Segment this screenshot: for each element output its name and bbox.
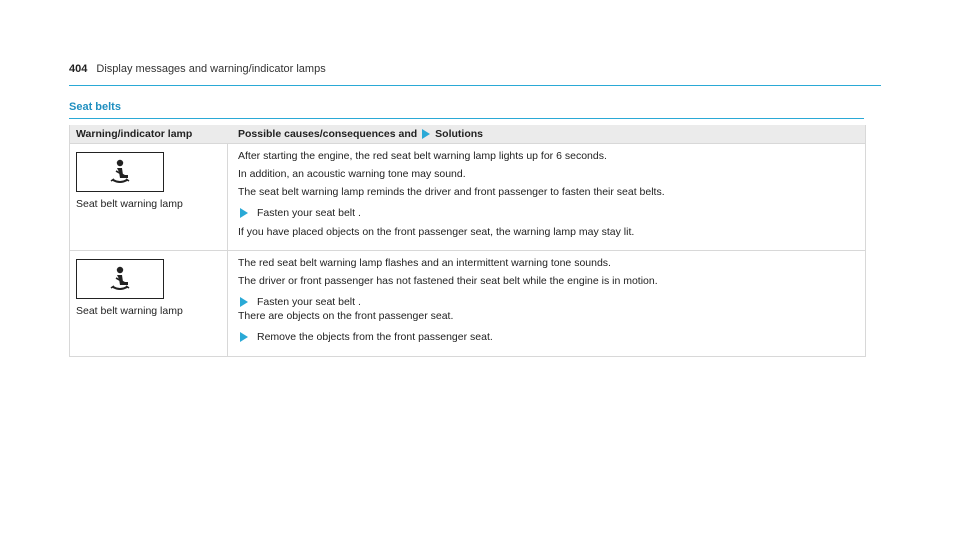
arrow-right-icon xyxy=(240,332,248,342)
causes-cell xyxy=(228,251,865,356)
table-row xyxy=(70,250,865,356)
paragraph: The seat belt warning lamp reminds the driver and front passenger to fasten their seat belts. xyxy=(238,186,665,198)
solution-step xyxy=(238,331,865,344)
solution-body xyxy=(257,296,361,309)
page-number: 404 xyxy=(69,63,88,75)
warning-lamp-table xyxy=(69,125,866,357)
page-header-title: Display messages and warning/indicator lamps xyxy=(96,63,326,75)
table-row xyxy=(70,143,865,250)
paragraph: In addition, an acoustic warning tone may sound. xyxy=(238,168,466,180)
arrow-right-icon xyxy=(240,208,248,218)
lamp-label: Seat belt warning lamp xyxy=(76,305,183,317)
lamp-label: Seat belt warning lamp xyxy=(76,198,183,210)
solution-text: Fasten your seat belt . xyxy=(257,296,361,308)
causes-cell xyxy=(228,144,865,250)
col-header-causes-label: Possible causes/consequences and xyxy=(238,128,418,140)
paragraph: After starting the engine, the red seat belt warning lamp lights up for 6 seconds. xyxy=(238,150,607,162)
seat-belt-icon xyxy=(76,152,164,192)
table-header xyxy=(70,125,865,143)
page-header xyxy=(69,63,881,86)
arrow-right-icon xyxy=(240,297,248,307)
col-header-causes xyxy=(228,128,865,140)
paragraph: There are objects on the front passenger seat. xyxy=(238,310,454,322)
paragraph: The red seat belt warning lamp flashes and an intermittent warning tone sounds. xyxy=(238,257,611,269)
solution-step xyxy=(238,207,865,220)
solution-text: Remove the objects from the front passenger seat. xyxy=(257,331,493,343)
paragraph: If you have placed objects on the front passenger seat, the warning lamp may stay lit. xyxy=(238,226,635,238)
section-title: Seat belts xyxy=(69,101,864,119)
paragraph: The driver or front passenger has not fastened their seat belt while the engine is in motion. xyxy=(238,275,658,287)
lamp-cell xyxy=(70,144,228,250)
solution-step xyxy=(238,296,865,309)
seat-belt-icon xyxy=(76,259,164,299)
col-header-solutions-label: Solutions xyxy=(435,128,484,140)
solution-text: Fasten your seat belt . xyxy=(257,207,361,219)
col-header-lamp: Warning/indicator lamp xyxy=(76,128,193,140)
lamp-cell xyxy=(70,251,228,356)
arrow-right-icon xyxy=(422,129,430,139)
